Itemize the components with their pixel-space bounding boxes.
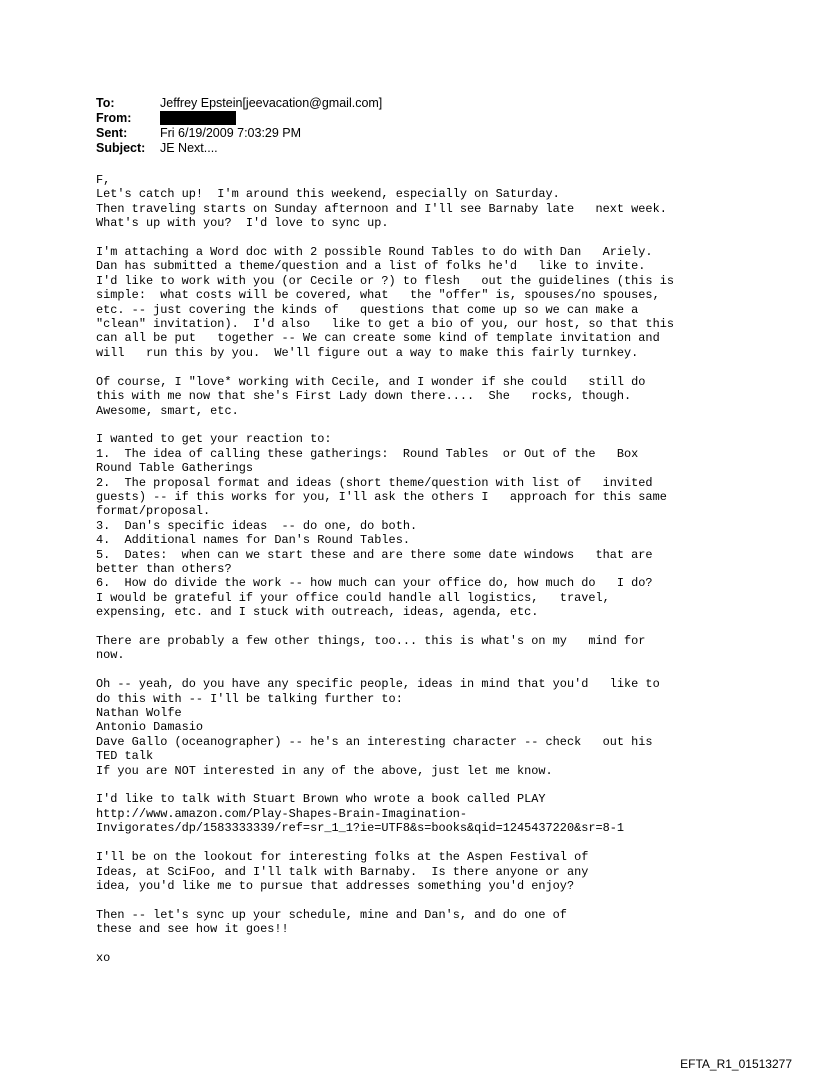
from-row [96,111,382,126]
from-label: From: [96,111,132,125]
document-id: EFTA_R1_01513277 [680,1057,792,1071]
to-label: To: [96,96,115,110]
to-value: Jeffrey Epstein[jeevacation@gmail.com] [160,96,383,110]
redaction-box [160,111,236,125]
sent-label: Sent: [96,126,128,140]
sent-value: Fri 6/19/2009 7:03:29 PM [160,126,302,140]
from-value [160,111,236,126]
subject-row [96,141,382,156]
sent-row [96,126,382,141]
to-row [96,96,382,111]
email-body: F, Let's catch up! I'm around this weekend, especially on Saturday. Then traveling starts on Sunday afternoon and I'll see Barnaby late next week. What's up with you? I'd love to sync up. I'm attaching a Word doc with 2 possible Round Tables to do with Dan Ariely. Dan has submitted a theme/question and a list of folks he'd like to invite. I'd like to work with you (or Cecile or ?) to flesh out the guidelines (this is simple: what costs will be covered, what the "offer" is, spouses/no spouses, etc. -- just covering the kinds of questions that come up so we can make a "clean" invitation). I'd also like to get a bio of you, our host, so that this can all be put together -- We can create some kind of template invitation and will run this by you. We'll figure out a way to make this fairly turnkey. Of course, I "love* working with Cecile, and I wonder if she could still do this with me now that she's First Lady down there.... She rocks, though. Awesome, smart, etc. I wanted to get your reaction to: 1. The idea of calling these gatherings: Round Tables or Out of the Box Round Table Gatherings 2. The proposal format and ideas (short theme/question with list of invited guests) -- if this works for you, I'll ask the others I approach for this same format/proposal. 3. Dan's specific ideas -- do one, do both. 4. Additional names for Dan's Round Tables. 5. Dates: when can we start these and are there some date windows that are better than others? 6. How do divide the work -- how much can your office do, how much do I do? I would be grateful if your office could handle all logistics, travel, expensing, etc. and I stuck with outreach, ideas, agenda, etc. There are probably a few other things, too... this is what's on my mind for now. Oh -- yeah, do you have any specific people, ideas in mind that you'd like to do this with -- I'll be talking further to: Nathan Wolfe Antonio Damasio Dave Gallo (oceanographer) -- he's an interesting character -- check out his TED talk If you are NOT interested in any of the above, just let me know. I'd like to talk with Stuart Brown who wrote a book called PLAY http://www.amazon.com/Play-Shapes-Brain-Imagination- Invigorates/dp/1583333339/ref=sr_1_1?ie=UTF8&s=books&qid=1245437220&sr=8-1 I'll be on the lookout for interesting folks at the Aspen Festival of Ideas, at SciFoo, and I'll talk with Barnaby. Is there anyone or any idea, you'd like me to pursue that addresses something you'd enjoy? Then -- let's sync up your schedule, mine and Dan's, and do one of these and see how it goes!! xo [96,173,674,965]
email-header [96,96,382,156]
subject-label: Subject: [96,141,146,155]
subject-value: JE Next.... [160,141,218,155]
